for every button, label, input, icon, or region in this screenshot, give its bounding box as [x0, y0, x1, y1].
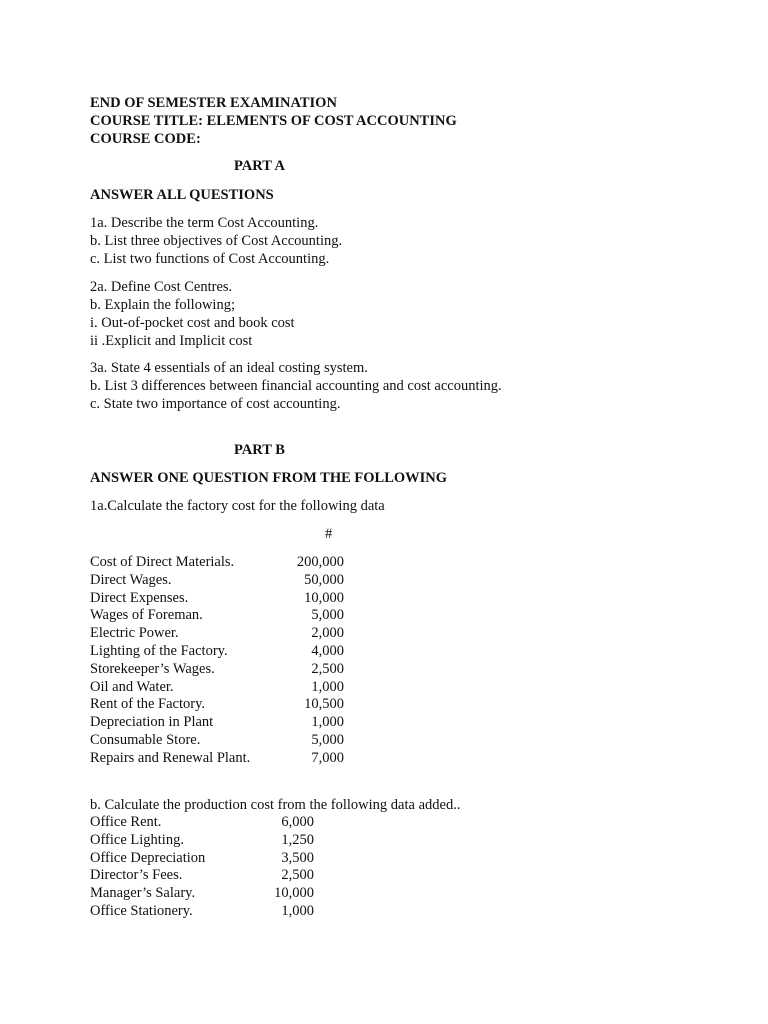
production-cost-table	[90, 814, 314, 921]
cost-label: Electric Power.	[90, 625, 179, 642]
question-line: b. Explain the following;	[90, 297, 235, 313]
cost-row	[90, 850, 314, 868]
cost-row	[90, 554, 344, 572]
question-3	[90, 359, 502, 413]
cost-label: Office Depreciation	[90, 849, 206, 866]
question-b1a: 1a.Calculate the factory cost for the following data	[90, 498, 385, 514]
cost-row	[90, 679, 344, 697]
question-2	[90, 278, 295, 350]
cost-label: Depreciation in Plant	[90, 714, 214, 731]
cost-label: Office Rent.	[90, 814, 162, 830]
cost-row	[90, 696, 344, 714]
cost-label: Storekeeper’s Wages.	[90, 660, 215, 677]
cost-value: 4,000	[311, 642, 344, 659]
question-1	[90, 214, 342, 268]
cost-value: 1,000	[311, 678, 344, 695]
cost-label: Direct Expenses.	[90, 589, 189, 606]
question-line: i. Out-of-pocket cost and book cost	[90, 315, 295, 331]
cost-row	[90, 732, 344, 750]
cost-value: 2,000	[311, 625, 344, 642]
question-b1b: b. Calculate the production cost from the following data added..	[90, 797, 461, 813]
cost-label: Oil and Water.	[90, 678, 174, 695]
cost-row	[90, 625, 344, 643]
cost-value: 2,500	[311, 660, 344, 677]
cost-row	[90, 572, 344, 590]
cost-label: Manager’s Salary.	[90, 885, 196, 902]
cost-value: 2,500	[281, 867, 314, 884]
factory-cost-table	[90, 554, 344, 768]
cost-row	[90, 867, 314, 885]
question-line: 1a. Describe the term Cost Accounting.	[90, 215, 319, 231]
question-line: c. State two importance of cost accounting.	[90, 396, 341, 412]
cost-value: 6,000	[281, 814, 314, 830]
cost-value: 10,000	[304, 589, 344, 606]
cost-row	[90, 832, 314, 850]
cost-value: 7,000	[311, 749, 344, 766]
question-line: b. List three objectives of Cost Accounting.	[90, 233, 343, 249]
cost-label: Director’s Fees.	[90, 867, 183, 884]
cost-label: Consumable Store.	[90, 731, 201, 748]
cost-label: Wages of Foreman.	[90, 607, 203, 624]
cost-row	[90, 661, 344, 679]
question-line: c. List two functions of Cost Accounting.	[90, 251, 330, 267]
question-line: 2a. Define Cost Centres.	[90, 279, 233, 295]
cost-value: 1,250	[281, 831, 314, 848]
cost-value: 5,000	[311, 607, 344, 624]
cost-value: 10,000	[274, 885, 314, 902]
cost-row	[90, 750, 344, 768]
course-code: COURSE CODE:	[90, 131, 201, 147]
cost-label: Repairs and Renewal Plant.	[90, 749, 251, 766]
course-title: COURSE TITLE: ELEMENTS OF COST ACCOUNTING	[90, 113, 457, 129]
part-a-instruction: ANSWER ALL QUESTIONS	[90, 187, 274, 203]
cost-label: Office Lighting.	[90, 831, 184, 848]
exam-header	[90, 94, 457, 148]
cost-row	[90, 814, 314, 832]
cost-value: 3,500	[281, 849, 314, 866]
cost-row	[90, 885, 314, 903]
part-b-instruction: ANSWER ONE QUESTION FROM THE FOLLOWING	[90, 470, 448, 486]
cost-row	[90, 714, 344, 732]
question-line: 3a. State 4 essentials of an ideal costing system.	[90, 360, 368, 376]
cost-value: 200,000	[296, 554, 344, 570]
cost-row	[90, 590, 344, 608]
cost-value: 1,000	[281, 902, 314, 919]
currency-symbol: #	[325, 526, 333, 542]
cost-label: Lighting of the Factory.	[90, 642, 228, 659]
cost-value: 5,000	[311, 731, 344, 748]
question-line: ii .Explicit and Implicit cost	[90, 333, 253, 349]
cost-label: Direct Wages.	[90, 571, 172, 588]
cost-value: 1,000	[311, 714, 344, 731]
cost-row	[90, 903, 314, 921]
cost-row	[90, 607, 344, 625]
cost-value: 10,500	[304, 696, 344, 713]
part-b-title: PART B	[234, 442, 285, 458]
cost-label: Cost of Direct Materials.	[90, 554, 235, 570]
cost-value: 50,000	[304, 571, 344, 588]
part-a-title: PART A	[234, 158, 285, 174]
cost-label: Office Stationery.	[90, 902, 193, 919]
cost-label: Rent of the Factory.	[90, 696, 206, 713]
exam-title: END OF SEMESTER EXAMINATION	[90, 95, 337, 111]
question-line: b. List 3 differences between financial accounting and cost accounting.	[90, 378, 502, 394]
cost-row	[90, 643, 344, 661]
